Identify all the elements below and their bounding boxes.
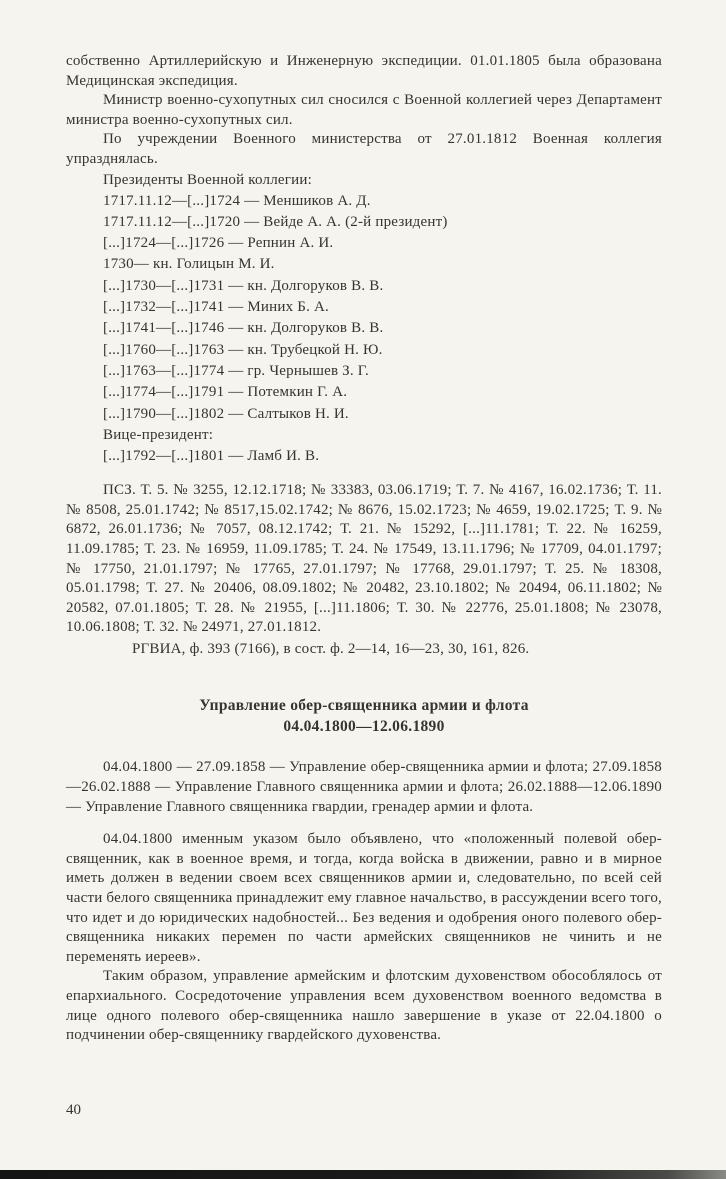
list-item: [...]1732—[...]1741 — Миних Б. А. <box>103 299 329 316</box>
list-item: 1717.11.12—[...]1724 — Меншиков А. Д. <box>103 192 371 209</box>
psz-reference: ПСЗ. Т. 5. № 3255, 12.12.1718; № 33383, 03.06.1719; Т. 7. № 4167, 16.02.1736; Т. 11. № 8508, 25.01.1742; № 8517,15.02.1742; № 8676, 15.02.1723; № 4659, 19.02.1725; Т. 9. № 6872, 26.01.1736; № 7057, 08.12.1742; Т. 21. № 15292, [...]11.1781; Т. 22. № 16259, 11.09.1785; Т. 23. № 16959, 11.09.1785; Т. 24. № 17549, 13.11.1796; № 17709, 04.01.1797; № 17750, 21.01.1797; № 17765, 27.01.1797; № 17768, 29.01.1797; Т. 25. № 18308, 05.01.1798; Т. 27. № 20406, 08.09.1802; № 20482, 23.10.1802; № 20494, 06.11.1802; № 20582, 07.01.1805; Т. 28. № 21955, [...]11.1806; Т. 30. № 22776, 25.01.1808; № 23078, 10.06.1808; Т. 32. № 24971, 27.01.1812. <box>66 482 662 636</box>
list-item: [...]1760—[...]1763 — кн. Трубецкой Н. Ю. <box>103 341 383 358</box>
paragraph-abolition: По учреждении Военного министерства от 27.01.1812 Военная коллегия упразднялась. <box>66 131 662 167</box>
section-paragraph-decree: 04.04.1800 именным указом было объявлено, что «положенный полевой обер-священник, как в военное время, и тогда, когда войска в движении, равно и в мирное иметь должен в ведении своем всех священников армии и, следовательно, по всей сей части белого священника принадлежит ему главное начальство, в рассуждении всего того, что идет и до юридических надобностей... Без ведения и одобрения оного полевого обер-священника никаких перемен по части армейских священников не чинить и не переменять иереев». <box>66 831 662 965</box>
list-item: [...]1790—[...]1802 — Салтыков Н. И. <box>103 405 349 422</box>
section-paragraph-summary: Таким образом, управление армейским и флотским духовенством обособлялось от епархиального. Сосредоточение управления всем духовенством военного ведомства в лице одного полевого обер-священника нашло завершение в указе от 22.04.1800 о подчинении обер-священнику гвардейского духовенства. <box>66 968 662 1044</box>
presidents-list <box>66 191 662 425</box>
list-item: 1730— кн. Голицын М. И. <box>103 256 275 273</box>
page-number: 40 <box>66 1102 81 1118</box>
list-item: [...]1774—[...]1791 — Потемкин Г. А. <box>103 384 348 401</box>
paragraph-continuation: собственно Артиллерийскую и Инженерную экспедиции. 01.01.1805 была образована Медицинская экспедиция. <box>66 53 662 89</box>
archive-reference: РГВИА, ф. 393 (7166), в сост. ф. 2—14, 16—23, 30, 161, 826. <box>132 640 530 657</box>
list-item: [...]1724—[...]1726 — Репнин А. И. <box>103 235 334 252</box>
section-heading <box>66 696 662 737</box>
list-item: [...]1763—[...]1774 — гр. Чернышев З. Г. <box>103 362 369 379</box>
section-title: Управление обер-священника армии и флота <box>199 697 529 715</box>
scan-bottom-edge <box>0 1170 726 1179</box>
list-item: [...]1730—[...]1731 — кн. Долгоруков В. В. <box>103 277 384 294</box>
text-block <box>66 52 662 1046</box>
vice-president-item: [...]1792—[...]1801 — Ламб И. В. <box>103 447 320 464</box>
section-dates: 04.04.1800—12.06.1890 <box>283 717 445 735</box>
section-paragraph-chronology: 04.04.1800 — 27.09.1858 — Управление обер-священника армии и флота; 27.09.1858—26.02.1888 — Управление Главного священника армии и флота; 26.02.1888—12.06.1890 — Управление Главного священника гвардии, гренадер армии и флота. <box>66 759 662 815</box>
list-item: 1717.11.12—[...]1720 — Вейде А. А. (2-й президент) <box>103 213 448 230</box>
vice-president-heading: Вице-президент: <box>103 426 214 443</box>
list-item: [...]1741—[...]1746 — кн. Долгоруков В. В. <box>103 320 384 337</box>
paragraph-minister: Министр военно-сухопутных сил сносился с Военной коллегией через Департамент министра военно-сухопутных сил. <box>66 92 662 128</box>
presidents-heading: Президенты Военной коллегии: <box>103 171 312 188</box>
